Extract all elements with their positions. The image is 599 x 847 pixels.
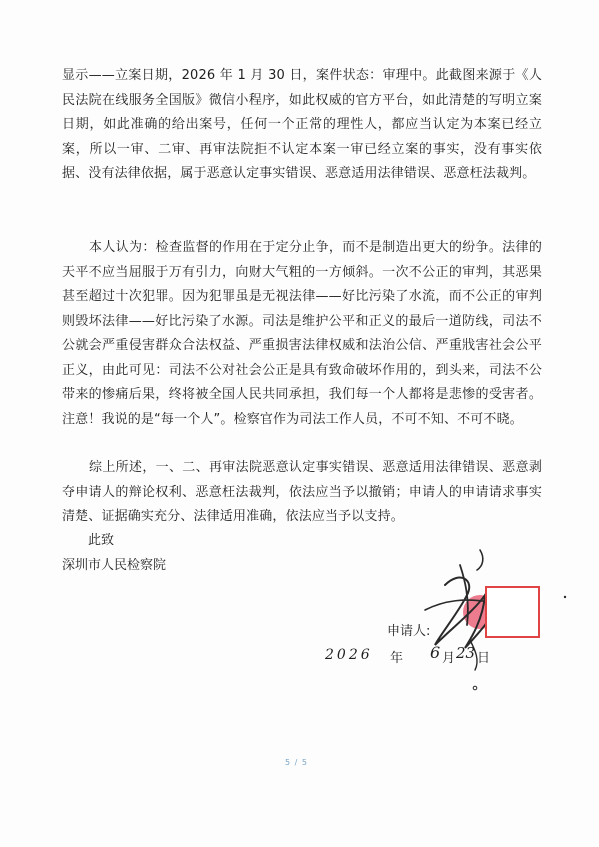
page-number: 5 / 5	[285, 758, 308, 767]
paragraph-opinion: 本人认为：检查监督的作用在于定分止争，而不是制造出更大的纷争。法律的天平不应当屈服于万有引力，向财大气粗的一方倾斜。一次不公正的审判，其恶果甚至超过十次犯罪。因为犯罪虽是无视法律——好比污染了水流，而不公正的审判则毁坏法律——好比污染了水源。司法是维护公平和正义的最后一道防线，司法不公就会严重侵害群众合法权益、严重损害法律权威和法治公信、严重戕害社会公平正义，由此可见：司法不公对社会公正是具有致命破坏作用的，到头来，司法不公带来的惨痛后果，终将被全国人民共同承担，我们每一个人都将是悲惨的受害者。注意！我说的是“每一个人”。检察官作为司法工作人员，不可不知、不可不晓。	[62, 240, 542, 427]
date-year-char: 年	[390, 651, 404, 666]
date-year: 2026	[325, 647, 373, 663]
recipient-name: 深圳市人民检察院	[62, 558, 167, 573]
date-month-char: 月	[442, 651, 456, 666]
closing-salutation: 此致	[88, 533, 115, 548]
date-month: 6	[430, 643, 441, 662]
date-day: 23	[456, 644, 476, 662]
paragraph-conclusion: 综上所述，一、二、再审法院恶意认定事实错误、恶意适用法律错误、恶意剥夺申请人的辩论权利、恶意枉法裁判，依法应当予以撤销；申请人的申请请求事实清楚、证据确实充分、法律适用准确，依法应当予以支持。	[62, 460, 542, 524]
paragraph-case-filing: 显示——立案日期，2026 年 1 月 30 日，案件状态：审理中。此截图来源于《人民法院在线服务全国版》微信小程序，如此权威的官方平台，如此清楚的写明立案日期，如此准确的给出案号，任何一个正常的理性人，都应当认定为本案已经立案，所以一审、二审、再审法院拒不认定本案一审已经立案的事实，没有事实依据、没有法律依据，属于恶意认定事实错误、恶意适用法律错误、恶意枉法裁判。	[62, 68, 542, 181]
applicant-label: 申请人:	[387, 624, 431, 639]
date-day-char: 日	[477, 651, 491, 666]
redaction-box	[485, 586, 540, 638]
